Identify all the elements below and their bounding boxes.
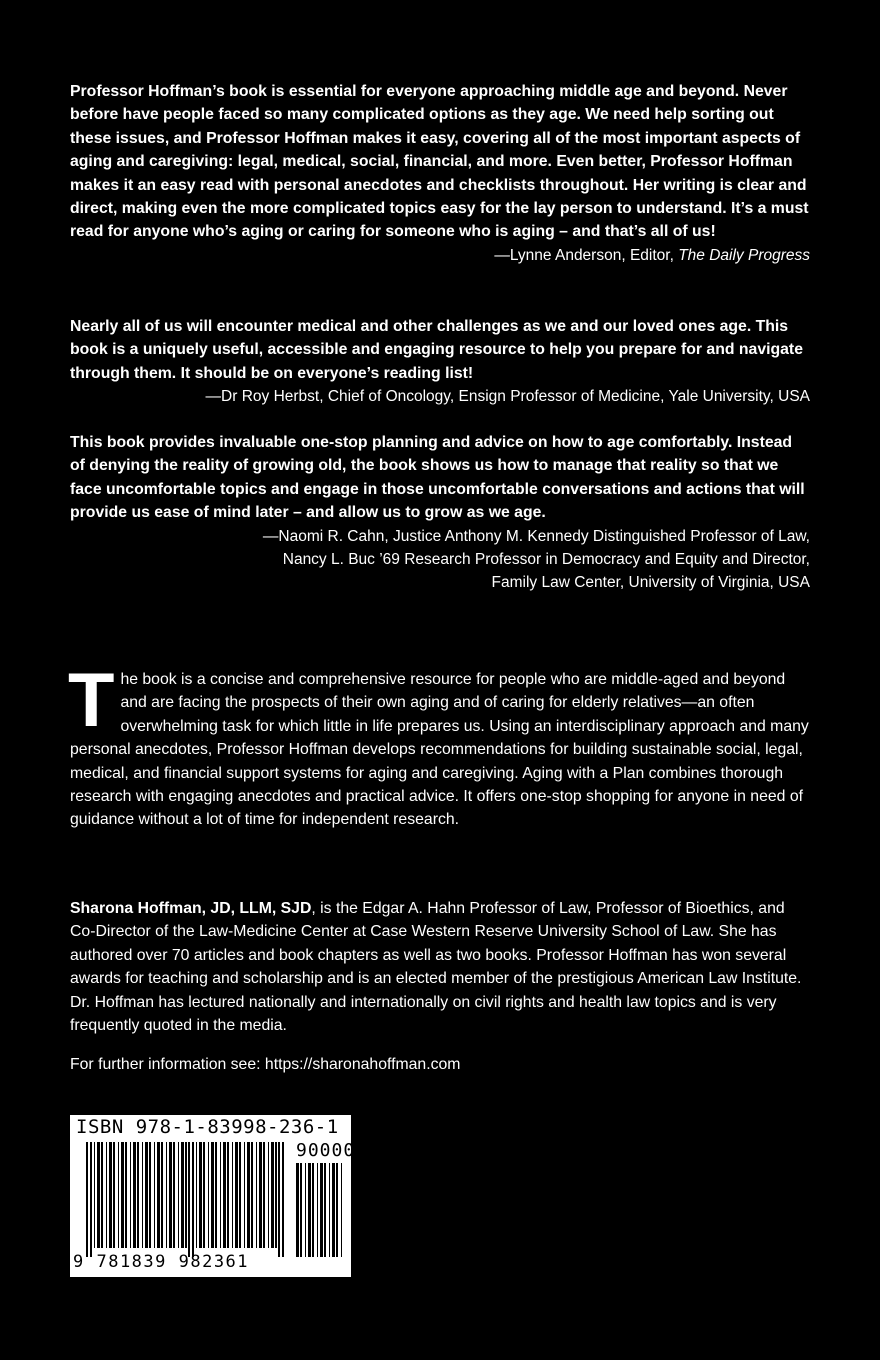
barcode-bar [113, 1142, 115, 1248]
barcode [70, 1115, 356, 1277]
barcode-bar [118, 1142, 119, 1248]
barcode-bar [239, 1142, 241, 1248]
barcode-bar [223, 1142, 226, 1248]
barcode-bar [149, 1142, 151, 1248]
barcode-bar [154, 1142, 155, 1248]
barcode-bar [185, 1142, 187, 1248]
barcode-bar [199, 1142, 202, 1248]
barcode-bar [130, 1142, 131, 1248]
blurb-2-text: Nearly all of us will encounter medical and other challenges as we and our loved ones age. This book is a uniquely useful, accessible and engaging resource to help you prepare for and navigate through them. It should be on everyone’s reading list! [70, 318, 803, 382]
barcode-bar [181, 1142, 184, 1248]
author-bio [70, 897, 810, 1037]
barcode-bar [308, 1163, 311, 1257]
barcode-bar [203, 1142, 205, 1248]
barcode-bar [125, 1142, 127, 1248]
barcode-bar [109, 1142, 112, 1248]
barcode-bar [263, 1142, 265, 1248]
barcode-bar [106, 1142, 107, 1248]
barcode-guard-bar [192, 1142, 194, 1257]
blurb-3 [70, 431, 810, 595]
barcode-bar [244, 1142, 245, 1248]
blurb-3-text: This book provides invaluable one-stop planning and advice on how to age comfortably. Instead of denying the reality of growing old, the book shows us how to manage that reality so that we face uncomfortable topics and engage in those uncomfortable conversations and actions that will provide us ease of mind later – and allow us to grow as we age. [70, 434, 805, 522]
barcode-bar [157, 1142, 160, 1248]
barcode-bar [271, 1142, 274, 1248]
barcode-digits: 9 781839 982361 [73, 1252, 250, 1272]
barcode-bar [324, 1163, 326, 1257]
isbn-label: ISBN 978-1-83998-236-1 [76, 1116, 339, 1138]
barcode-bar [300, 1163, 302, 1257]
barcode-guard-bar [188, 1142, 190, 1257]
description-text: he book is a concise and comprehensive resource for people who are middle-aged and beyond and are facing the prospects of their own aging and of caring for elderly relatives—an often overwhelming task for which little in life prepares us. Using an interdisciplinary approach and many personal anecdotes, Professor Hoffman develops recommendations for building sustainable social, legal, medical, and financial support systems for aging and caregiving. Aging with a Plan combines thorough research with engaging anecdotes and practical advice. It offers one-stop shopping for anyone in need of guidance without a lot of time for independent research. [70, 671, 809, 829]
barcode-bar [208, 1142, 209, 1248]
barcode-bar [232, 1142, 233, 1248]
barcode-bar [259, 1142, 262, 1248]
barcode-bar [145, 1142, 148, 1248]
blurb-1-text: Professor Hoffman’s book is essential for everyone approaching middle age and beyond. Never before have people faced so many complicated options as they age. We need help sorting out these issues, and Professor Hoffman makes it easy, covering all of the most important aspects of aging and caregiving: legal, medical, social, financial, and more. Even better, Professor Hoffman makes it an easy read with personal anecdotes and checklists throughout. Her writing is clear and direct, making even the more complicated topics easy for the lay person to understand. It’s a must read for anyone who’s aging or caring for someone who is aging – and that’s all of us! [70, 83, 809, 241]
author-name: Sharona Hoffman, JD, LLM, SJD [70, 900, 312, 917]
barcode-bar [211, 1142, 214, 1248]
barcode-bar [215, 1142, 217, 1248]
barcode-bar [169, 1142, 172, 1248]
barcode-bar [247, 1142, 250, 1248]
barcode-bar [137, 1142, 139, 1248]
drop-cap: T [68, 658, 115, 743]
barcode-bar [320, 1163, 323, 1257]
blurb-3-attribution-line: Family Law Center, University of Virginia, USA [491, 574, 810, 592]
barcode-guard-bar [86, 1142, 88, 1257]
barcode-bar [256, 1142, 257, 1248]
blurb-1-attribution: —Lynne Anderson, Editor, The Daily Progress [494, 246, 810, 264]
author-bio-text: , is the Edgar A. Hahn Professor of Law, Professor of Bioethics, and Co-Director of the Law-Medicine Center at Case Western Reserve University School of Law. She has authored over 70 articles and book chapters as well as two books. Professor Hoffman has won several awards for teaching and scholarship and is an elected member of the prestigious American Law Institute. Dr. Hoffman has lectured nationally and internationally on civil rights and health law topics and is very frequently quoted in the media. [70, 900, 802, 1035]
barcode-bar [332, 1163, 335, 1257]
barcode-bar [317, 1163, 318, 1257]
barcode-bar [196, 1142, 197, 1248]
barcode-bar [235, 1142, 238, 1248]
barcode-bar [275, 1142, 277, 1248]
barcode-bar [268, 1142, 269, 1248]
barcode-guard-bar [90, 1142, 92, 1257]
barcode-bar [161, 1142, 163, 1248]
barcode-bar [336, 1163, 338, 1257]
barcode-bar [227, 1142, 229, 1248]
barcode-bar [121, 1142, 124, 1248]
blurb-2-attribution: —Dr Roy Herbst, Chief of Oncology, Ensign Professor of Medicine, Yale University, USA [205, 388, 810, 406]
barcode-bar [220, 1142, 221, 1248]
barcode-bar [97, 1142, 100, 1248]
barcode-bar [296, 1163, 299, 1257]
barcode-bar [178, 1142, 179, 1248]
book-description [68, 658, 810, 832]
barcode-bar [94, 1142, 95, 1248]
blurb-2 [70, 315, 810, 409]
further-info: For further information see: https://sharonahoffman.com [70, 1056, 461, 1073]
publication-name: The Daily Progress [678, 246, 810, 264]
blurb-3-attribution-line: —Naomi R. Cahn, Justice Anthony M. Kennedy Distinguished Professor of Law, [262, 527, 810, 545]
barcode-bar [166, 1142, 167, 1248]
barcode-bar [133, 1142, 136, 1248]
barcode-bar [251, 1142, 253, 1248]
barcode-bar [101, 1142, 103, 1248]
barcode-guard-bar [282, 1142, 284, 1257]
price-code: 90000 [296, 1140, 356, 1161]
blurb-1 [70, 80, 810, 267]
barcode-bar [173, 1142, 175, 1248]
blurb-3-attribution-line: Nancy L. Buc ’69 Research Professor in Democracy and Equity and Director, [282, 551, 810, 569]
barcode-bar [312, 1163, 314, 1257]
barcode-bar [341, 1163, 342, 1257]
barcode-bar [305, 1163, 306, 1257]
barcode-guard-bar [278, 1142, 280, 1257]
barcode-bar [329, 1163, 330, 1257]
barcode-bar [142, 1142, 143, 1248]
